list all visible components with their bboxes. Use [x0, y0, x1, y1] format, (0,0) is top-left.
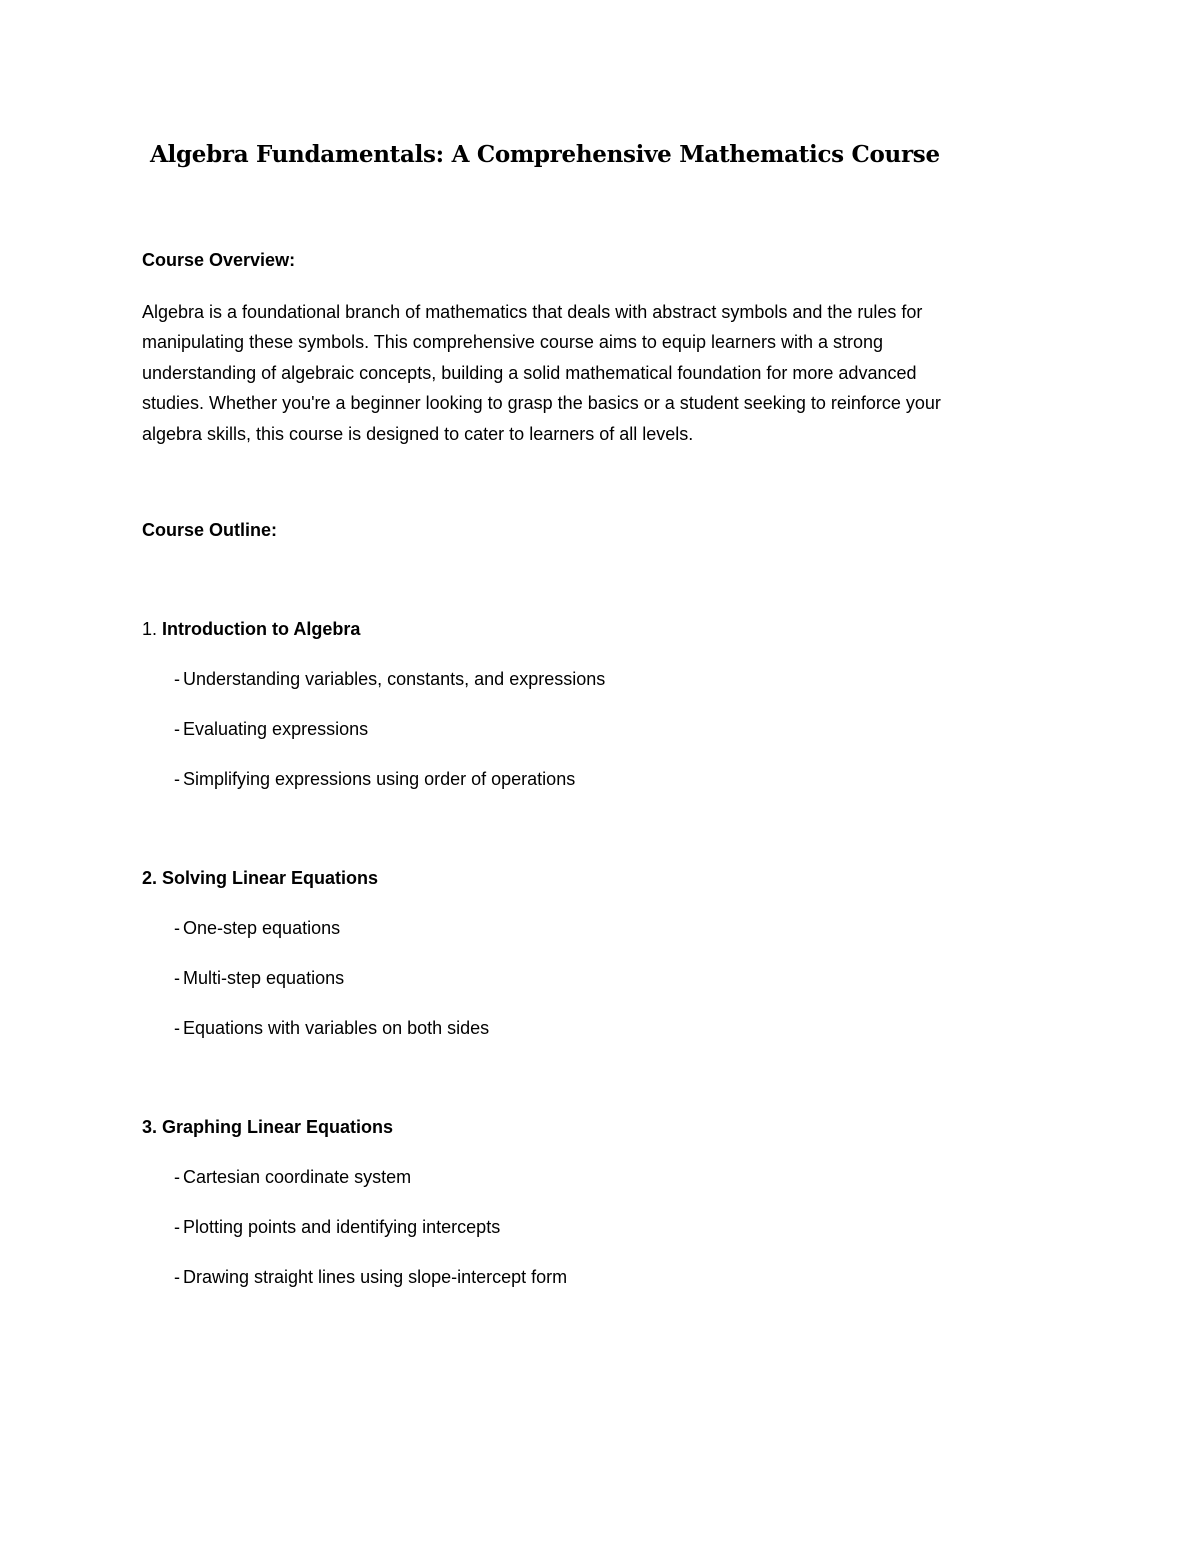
module-graphing-linear-equations	[142, 1117, 842, 1317]
dash-bullet: -	[174, 1217, 180, 1237]
document-title: Algebra Fundamentals: A Comprehensive Mathematics Course	[150, 141, 940, 168]
topic-item	[142, 1217, 842, 1267]
paragraph-line: manipulating these symbols. This comprehensive course aims to equip learners with a strong	[142, 332, 884, 353]
topic-item	[142, 1167, 842, 1217]
topic-text: Equations with variables on both sides	[183, 1018, 490, 1038]
topic-item	[142, 968, 842, 1018]
topic-item	[142, 918, 842, 968]
topic-item	[142, 719, 842, 769]
topic-text: Plotting points and identifying intercepts	[183, 1217, 501, 1237]
module-title	[142, 1117, 842, 1167]
module-title	[142, 868, 842, 918]
topic-text: Understanding variables, constants, and expressions	[183, 669, 606, 689]
dash-bullet: -	[174, 769, 180, 789]
topic-text: Simplifying expressions using order of operations	[183, 769, 576, 789]
topic-item	[142, 1018, 842, 1068]
topic-item	[142, 769, 842, 819]
module-number: 3.	[142, 1117, 158, 1137]
dash-bullet: -	[174, 968, 180, 988]
course-overview-heading: Course Overview:	[142, 250, 296, 270]
module-name: Introduction to Algebra	[162, 619, 361, 639]
module-solving-linear-equations	[142, 868, 842, 1068]
module-number: 2.	[142, 868, 158, 888]
paragraph-line: understanding of algebraic concepts, building a solid mathematical foundation for more advanced	[142, 362, 917, 383]
dash-bullet: -	[174, 918, 180, 938]
dash-bullet: -	[174, 719, 180, 739]
dash-bullet: -	[174, 1018, 180, 1038]
dash-bullet: -	[174, 1167, 180, 1187]
topic-item	[142, 1267, 842, 1317]
topic-text: Evaluating expressions	[183, 719, 369, 739]
module-name: Graphing Linear Equations	[162, 1117, 394, 1137]
module-name: Solving Linear Equations	[162, 868, 379, 888]
dash-bullet: -	[174, 669, 180, 689]
topic-text: One-step equations	[183, 918, 341, 938]
topic-text: Cartesian coordinate system	[183, 1167, 412, 1187]
paragraph-line: studies. Whether you're a beginner looking to grasp the basics or a student seeking to reinforce your	[142, 393, 941, 414]
topic-item	[142, 669, 842, 719]
paragraph-line: algebra skills, this course is designed to cater to learners of all levels.	[142, 423, 694, 444]
module-number: 1.	[142, 619, 158, 639]
paragraph-line: Algebra is a foundational branch of mathematics that deals with abstract symbols and the rules for	[142, 302, 923, 322]
topic-text: Drawing straight lines using slope-intercept form	[183, 1267, 568, 1287]
course-outline-heading: Course Outline:	[142, 520, 278, 540]
dash-bullet: -	[174, 1267, 180, 1287]
module-title	[142, 619, 842, 669]
topic-text: Multi-step equations	[183, 968, 345, 988]
module-introduction-to-algebra	[142, 619, 842, 819]
course-overview-paragraph	[142, 297, 1042, 449]
